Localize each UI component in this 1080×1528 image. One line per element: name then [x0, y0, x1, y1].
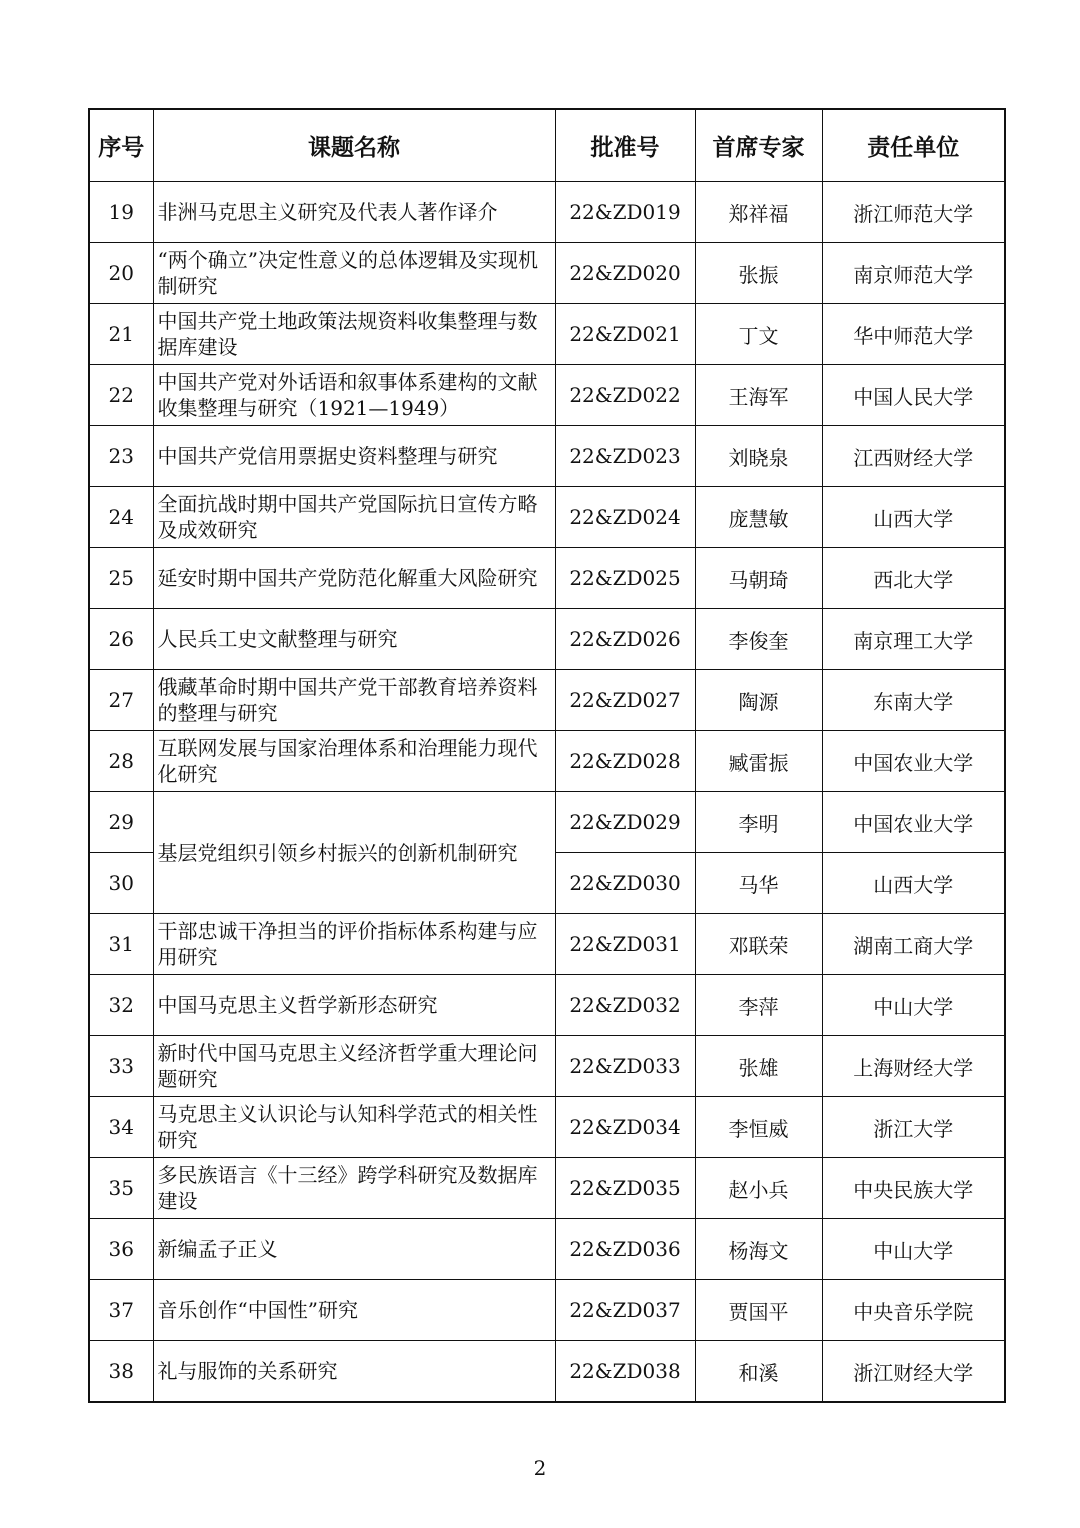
table-row [89, 914, 1005, 975]
cell-title: 马克思主义认识论与认知科学范式的相关性研究 [153, 1097, 555, 1158]
cell-unit: 山西大学 [822, 487, 1005, 548]
cell-code: 22&ZD021 [555, 304, 695, 365]
cell-expert: 李萍 [695, 975, 822, 1036]
cell-unit: 湖南工商大学 [822, 914, 1005, 975]
cell-expert: 庞慧敏 [695, 487, 822, 548]
cell-expert: 和溪 [695, 1341, 822, 1403]
cell-expert: 郑祥福 [695, 182, 822, 243]
cell-no: 33 [89, 1036, 153, 1097]
cell-no: 32 [89, 975, 153, 1036]
cell-code: 22&ZD038 [555, 1341, 695, 1403]
cell-expert: 丁文 [695, 304, 822, 365]
header-unit: 责任单位 [822, 109, 1005, 182]
table-row [89, 1280, 1005, 1341]
cell-code: 22&ZD033 [555, 1036, 695, 1097]
cell-unit: 南京理工大学 [822, 609, 1005, 670]
cell-no: 21 [89, 304, 153, 365]
cell-unit: 东南大学 [822, 670, 1005, 731]
cell-no: 28 [89, 731, 153, 792]
cell-unit: 中山大学 [822, 1219, 1005, 1280]
cell-expert: 刘晓泉 [695, 426, 822, 487]
cell-code: 22&ZD028 [555, 731, 695, 792]
cell-no: 29 [89, 792, 153, 853]
cell-expert: 张振 [695, 243, 822, 304]
cell-code: 22&ZD022 [555, 365, 695, 426]
cell-expert: 赵小兵 [695, 1158, 822, 1219]
table-row [89, 1097, 1005, 1158]
cell-code: 22&ZD034 [555, 1097, 695, 1158]
cell-expert: 马朝琦 [695, 548, 822, 609]
header-no: 序号 [89, 109, 153, 182]
page-number: 2 [533, 1456, 547, 1480]
cell-unit: 中央民族大学 [822, 1158, 1005, 1219]
cell-title: 非洲马克思主义研究及代表人著作译介 [153, 182, 555, 243]
projects-table [88, 108, 1006, 1403]
cell-title: 中国马克思主义哲学新形态研究 [153, 975, 555, 1036]
table-row [89, 609, 1005, 670]
cell-code: 22&ZD023 [555, 426, 695, 487]
cell-expert: 陶源 [695, 670, 822, 731]
cell-title: 中国共产党土地政策法规资料收集整理与数据库建设 [153, 304, 555, 365]
header-code: 批准号 [555, 109, 695, 182]
cell-title: 互联网发展与国家治理体系和治理能力现代化研究 [153, 731, 555, 792]
table-row [89, 365, 1005, 426]
cell-title: 礼与服饰的关系研究 [153, 1341, 555, 1403]
cell-code: 22&ZD020 [555, 243, 695, 304]
cell-code: 22&ZD031 [555, 914, 695, 975]
cell-title: 新编孟子正义 [153, 1219, 555, 1280]
cell-title: 延安时期中国共产党防范化解重大风险研究 [153, 548, 555, 609]
cell-title: 音乐创作“中国性”研究 [153, 1280, 555, 1341]
cell-title: 俄藏革命时期中国共产党干部教育培养资料的整理与研究 [153, 670, 555, 731]
header-title: 课题名称 [153, 109, 555, 182]
table-body [89, 182, 1005, 1403]
cell-code: 22&ZD029 [555, 792, 695, 853]
cell-expert: 臧雷振 [695, 731, 822, 792]
table-row [89, 1036, 1005, 1097]
cell-expert: 杨海文 [695, 1219, 822, 1280]
cell-unit: 中山大学 [822, 975, 1005, 1036]
cell-unit: 中国农业大学 [822, 731, 1005, 792]
cell-unit: 南京师范大学 [822, 243, 1005, 304]
cell-expert: 李俊奎 [695, 609, 822, 670]
cell-no: 31 [89, 914, 153, 975]
cell-unit: 中国人民大学 [822, 365, 1005, 426]
cell-title: 新时代中国马克思主义经济哲学重大理论问题研究 [153, 1036, 555, 1097]
cell-title: 基层党组织引领乡村振兴的创新机制研究 [153, 792, 555, 914]
cell-expert: 贾国平 [695, 1280, 822, 1341]
cell-no: 27 [89, 670, 153, 731]
table-row [89, 670, 1005, 731]
cell-expert: 张雄 [695, 1036, 822, 1097]
cell-title: “两个确立”决定性意义的总体逻辑及实现机制研究 [153, 243, 555, 304]
cell-no: 24 [89, 487, 153, 548]
table-row [89, 426, 1005, 487]
table-row [89, 975, 1005, 1036]
cell-no: 26 [89, 609, 153, 670]
table-row [89, 792, 1005, 853]
cell-title: 全面抗战时期中国共产党国际抗日宣传方略及成效研究 [153, 487, 555, 548]
cell-unit: 浙江财经大学 [822, 1341, 1005, 1403]
cell-title: 人民兵工史文献整理与研究 [153, 609, 555, 670]
cell-no: 35 [89, 1158, 153, 1219]
cell-unit: 西北大学 [822, 548, 1005, 609]
cell-code: 22&ZD027 [555, 670, 695, 731]
header-expert: 首席专家 [695, 109, 822, 182]
cell-expert: 李恒威 [695, 1097, 822, 1158]
cell-code: 22&ZD036 [555, 1219, 695, 1280]
cell-title: 干部忠诚干净担当的评价指标体系构建与应用研究 [153, 914, 555, 975]
cell-unit: 浙江师范大学 [822, 182, 1005, 243]
cell-code: 22&ZD024 [555, 487, 695, 548]
cell-code: 22&ZD035 [555, 1158, 695, 1219]
cell-unit: 中央音乐学院 [822, 1280, 1005, 1341]
cell-no: 22 [89, 365, 153, 426]
table-row [89, 243, 1005, 304]
cell-title: 多民族语言《十三经》跨学科研究及数据库建设 [153, 1158, 555, 1219]
cell-unit: 浙江大学 [822, 1097, 1005, 1158]
cell-unit: 华中师范大学 [822, 304, 1005, 365]
cell-no: 25 [89, 548, 153, 609]
cell-title: 中国共产党对外话语和叙事体系建构的文献收集整理与研究（1921—1949） [153, 365, 555, 426]
cell-code: 22&ZD032 [555, 975, 695, 1036]
table-row [89, 304, 1005, 365]
cell-no: 20 [89, 243, 153, 304]
cell-no: 36 [89, 1219, 153, 1280]
cell-expert: 王海军 [695, 365, 822, 426]
cell-no: 19 [89, 182, 153, 243]
cell-unit: 江西财经大学 [822, 426, 1005, 487]
cell-no: 34 [89, 1097, 153, 1158]
table-row [89, 731, 1005, 792]
cell-unit: 上海财经大学 [822, 1036, 1005, 1097]
cell-code: 22&ZD025 [555, 548, 695, 609]
cell-code: 22&ZD030 [555, 853, 695, 914]
table-row [89, 182, 1005, 243]
cell-unit: 山西大学 [822, 853, 1005, 914]
cell-no: 23 [89, 426, 153, 487]
cell-expert: 李明 [695, 792, 822, 853]
cell-code: 22&ZD026 [555, 609, 695, 670]
table-row [89, 487, 1005, 548]
cell-no: 38 [89, 1341, 153, 1403]
cell-code: 22&ZD019 [555, 182, 695, 243]
cell-no: 37 [89, 1280, 153, 1341]
table-row [89, 548, 1005, 609]
cell-expert: 马华 [695, 853, 822, 914]
cell-unit: 中国农业大学 [822, 792, 1005, 853]
table-row [89, 1219, 1005, 1280]
table-row [89, 1158, 1005, 1219]
table-row [89, 1341, 1005, 1403]
cell-title: 中国共产党信用票据史资料整理与研究 [153, 426, 555, 487]
cell-no: 30 [89, 853, 153, 914]
table-header-row [89, 109, 1005, 182]
cell-code: 22&ZD037 [555, 1280, 695, 1341]
cell-expert: 邓联荣 [695, 914, 822, 975]
